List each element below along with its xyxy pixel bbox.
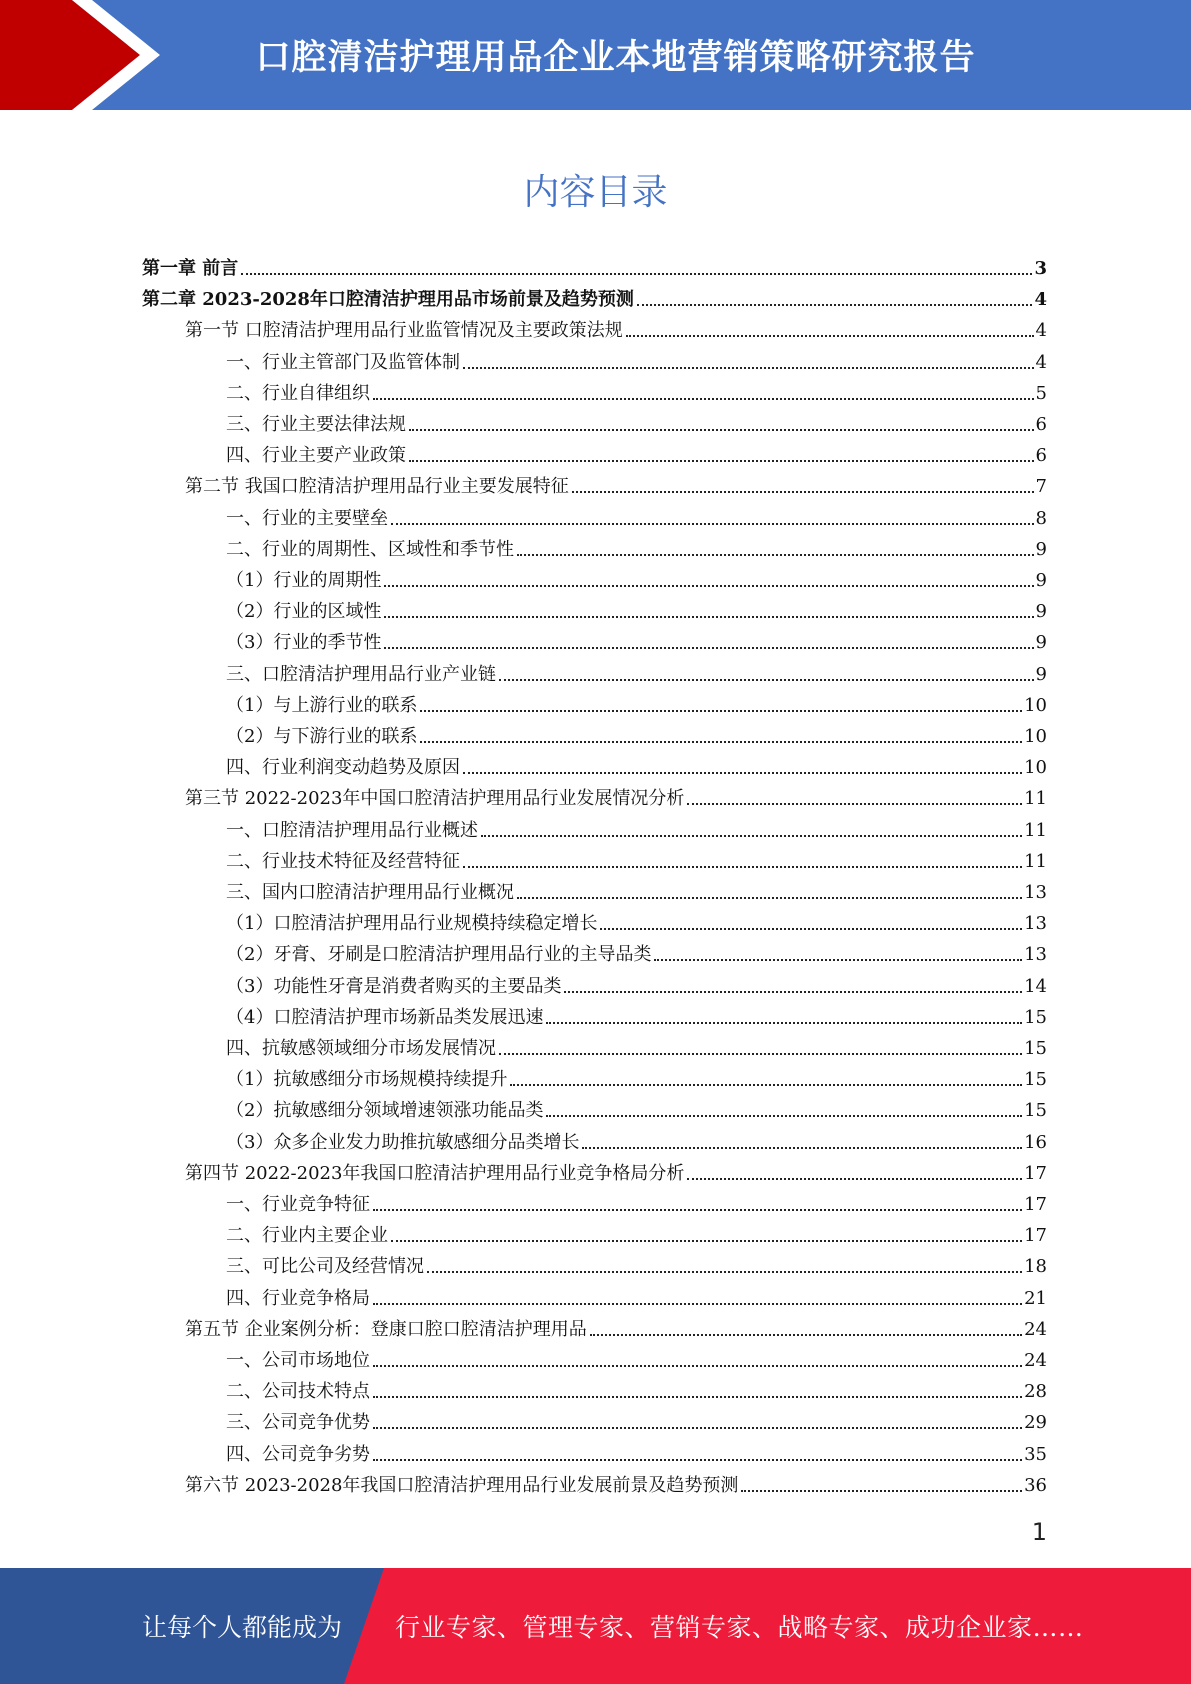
toc-entry-title: （2）牙膏、牙刷是口腔清洁护理用品行业的主导品类 <box>226 944 652 966</box>
toc-entry[interactable] <box>226 440 1047 471</box>
toc-entry-title: （2）行业的区域性 <box>226 601 382 623</box>
toc-entry-page: 17 <box>1024 1225 1047 1247</box>
toc-entry-page: 4 <box>1034 289 1047 311</box>
toc-dot-leader <box>687 803 1022 805</box>
toc-entry-page: 36 <box>1024 1474 1047 1496</box>
toc-entry-title: （3）众多企业发力助推抗敏感细分品类增长 <box>226 1131 580 1153</box>
toc-entry-page: 13 <box>1024 913 1047 935</box>
toc-dot-leader <box>517 897 1022 899</box>
toc-dot-leader <box>517 554 1034 556</box>
toc-dot-leader <box>427 1271 1022 1273</box>
toc-entry-title: （2）与下游行业的联系 <box>226 726 418 747</box>
toc-entry-title: 二、行业技术特征及经营特征 <box>226 850 460 872</box>
toc-dot-leader <box>600 928 1022 930</box>
toc-dot-leader <box>241 273 1032 275</box>
toc-entry[interactable] <box>226 939 1047 970</box>
toc-entry[interactable] <box>185 783 1047 814</box>
toc-entry[interactable] <box>226 1064 1047 1095</box>
toc-entry-page: 8 <box>1035 507 1047 529</box>
toc-entry-page: 17 <box>1024 1194 1047 1215</box>
toc-entry[interactable] <box>226 877 1047 908</box>
toc-dot-leader <box>373 1459 1022 1461</box>
toc-entry[interactable] <box>226 908 1047 939</box>
toc-entry-page: 10 <box>1024 694 1047 716</box>
toc-entry-page: 9 <box>1035 601 1047 623</box>
toc-entry[interactable] <box>185 315 1047 346</box>
toc-entry[interactable] <box>226 1189 1047 1220</box>
toc-entry-title: 四、行业主要产业政策 <box>226 445 406 467</box>
toc-dot-leader <box>409 429 1034 431</box>
toc-entry-page: 11 <box>1024 850 1047 872</box>
toc-dot-leader <box>373 1303 1022 1305</box>
toc-dot-leader <box>420 710 1022 712</box>
toc-entry-page: 9 <box>1035 632 1047 654</box>
toc-entry-title: （2）抗敏感细分领域增速领涨功能品类 <box>226 1100 544 1122</box>
toc-entry-page: 15 <box>1024 1038 1047 1059</box>
toc-entry[interactable] <box>226 721 1047 752</box>
toc-dot-leader <box>582 1147 1022 1149</box>
toc-entry[interactable] <box>142 253 1047 284</box>
toc-entry-page: 9 <box>1035 538 1047 560</box>
toc-dot-leader <box>384 585 1033 587</box>
toc-entry[interactable] <box>185 1158 1047 1189</box>
toc-entry[interactable] <box>226 1251 1047 1282</box>
toc-dot-leader <box>590 1334 1022 1336</box>
toc-entry-title: （3）功能性牙膏是消费者购买的主要品类 <box>226 975 562 997</box>
toc-entry-page: 9 <box>1035 663 1047 685</box>
toc-entry-title: 第二章 2023-2028年口腔清洁护理用品市场前景及趋势预测 <box>142 289 634 311</box>
toc-dot-leader <box>572 491 1034 493</box>
toc-entry-title: 四、行业竞争格局 <box>226 1287 370 1309</box>
toc-entry-title: 二、行业内主要企业 <box>226 1225 388 1247</box>
toc-dot-leader <box>409 460 1034 462</box>
toc-dot-leader <box>463 772 1022 774</box>
toc-entry[interactable] <box>226 1002 1047 1033</box>
toc-dot-leader <box>546 1115 1022 1117</box>
page-number: 1 <box>1031 1518 1047 1546</box>
toc-entry-page: 35 <box>1024 1443 1047 1465</box>
toc-entry-page: 13 <box>1024 882 1047 903</box>
toc-entry-title: 三、行业主要法律法规 <box>226 414 406 435</box>
toc-entry-page: 11 <box>1024 788 1047 810</box>
toc-entry-page: 13 <box>1024 944 1047 966</box>
toc-dot-leader <box>384 647 1033 649</box>
toc-entry-title: 二、公司技术特点 <box>226 1381 370 1403</box>
toc-entry-title: 二、行业的周期性、区域性和季节性 <box>226 538 514 560</box>
toc-dot-leader <box>373 1427 1022 1429</box>
toc-dot-leader <box>481 835 1022 837</box>
footer-slogan-left: 让每个人都能成为 <box>142 1613 343 1642</box>
toc-dot-leader <box>373 1209 1022 1211</box>
toc-entry[interactable] <box>226 378 1047 409</box>
toc-entry[interactable] <box>185 1314 1047 1345</box>
toc-dot-leader <box>463 367 1034 369</box>
toc-dot-leader <box>510 1084 1022 1086</box>
toc-entry-page: 15 <box>1024 1006 1047 1028</box>
toc-entry-page: 7 <box>1035 476 1047 498</box>
toc-entry[interactable] <box>226 1407 1047 1438</box>
toc-dot-leader <box>391 1240 1022 1242</box>
toc-dot-leader <box>741 1490 1022 1492</box>
toc-entry-page: 10 <box>1024 757 1047 779</box>
toc-entry-page: 17 <box>1024 1162 1047 1184</box>
toc-entry[interactable] <box>142 284 1047 315</box>
toc-entry-page: 5 <box>1035 382 1047 404</box>
toc-entry-title: 四、行业利润变动趋势及原因 <box>226 757 460 779</box>
report-title: 口腔清洁护理用品企业本地营销策略研究报告 <box>255 38 976 78</box>
toc-entry-title: （1）口腔清洁护理用品行业规模持续稳定增长 <box>226 913 598 935</box>
toc-entry[interactable] <box>226 596 1047 627</box>
toc-entry-title: 第四节 2022-2023年我国口腔清洁护理用品行业竞争格局分析 <box>185 1162 685 1184</box>
toc-dot-leader <box>373 1365 1022 1367</box>
toc-entry-page: 28 <box>1024 1381 1047 1403</box>
toc-dot-leader <box>546 1022 1022 1024</box>
footer-slogan-right: 行业专家、管理专家、营销专家、战略专家、成功企业家…… <box>395 1613 1084 1642</box>
toc-entry-page: 6 <box>1035 414 1047 435</box>
toc-dot-leader <box>499 679 1034 681</box>
toc-entry-title: 三、公司竞争优势 <box>226 1412 370 1434</box>
toc-entry-page: 11 <box>1024 819 1047 841</box>
toc-entry-page: 4 <box>1035 351 1047 373</box>
toc-dot-leader <box>463 866 1022 868</box>
toc-entry-title: 一、口腔清洁护理用品行业概述 <box>226 819 478 841</box>
toc-entry-page: 18 <box>1024 1256 1047 1278</box>
toc-entry-title: 一、公司市场地位 <box>226 1350 370 1371</box>
toc-entry-title: 三、可比公司及经营情况 <box>226 1256 424 1278</box>
toc-entry[interactable] <box>226 1095 1047 1126</box>
toc-dot-leader <box>626 335 1034 337</box>
toc-dot-leader <box>499 1053 1022 1055</box>
toc-entry[interactable] <box>226 1033 1047 1064</box>
toc-entry-title: 第五节 企业案例分析：登康口腔口腔清洁护理用品 <box>185 1318 587 1340</box>
toc-entry[interactable] <box>226 1376 1047 1407</box>
toc-entry[interactable] <box>226 1439 1047 1470</box>
toc-entry[interactable] <box>226 1220 1047 1251</box>
toc-entry-title: 一、行业的主要壁垒 <box>226 507 388 529</box>
toc-dot-leader <box>373 398 1034 400</box>
toc-entry[interactable] <box>185 471 1047 502</box>
toc-entry-page: 10 <box>1024 726 1047 747</box>
toc-entry-page: 3 <box>1034 258 1047 279</box>
toc-entry-page: 24 <box>1024 1318 1047 1340</box>
toc-entry[interactable] <box>226 690 1047 721</box>
toc-entry-page: 9 <box>1035 570 1047 591</box>
toc-entry[interactable] <box>226 1283 1047 1314</box>
toc-entry-title: （1）与上游行业的联系 <box>226 694 418 716</box>
toc-entry[interactable] <box>226 659 1047 690</box>
toc-entry-title: （1）抗敏感细分市场规模持续提升 <box>226 1069 508 1091</box>
toc-entry[interactable] <box>226 846 1047 877</box>
toc-dot-leader <box>420 741 1022 743</box>
toc-entry-title: 一、行业竞争特征 <box>226 1194 370 1215</box>
toc-entry[interactable] <box>226 1345 1047 1376</box>
toc-entry-title: 第三节 2022-2023年中国口腔清洁护理用品行业发展情况分析 <box>185 788 685 810</box>
toc-entry[interactable] <box>226 534 1047 565</box>
toc-entry-page: 16 <box>1024 1131 1047 1153</box>
toc-entry-title: 四、抗敏感领域细分市场发展情况 <box>226 1038 496 1059</box>
toc-entry-title: （3）行业的季节性 <box>226 632 382 654</box>
toc-dot-leader <box>564 991 1022 993</box>
toc-entry[interactable] <box>226 1127 1047 1158</box>
toc-entry-page: 15 <box>1024 1100 1047 1122</box>
toc-entry[interactable] <box>226 503 1047 534</box>
toc-entry-title: 四、公司竞争劣势 <box>226 1443 370 1465</box>
toc-entry-title: 三、口腔清洁护理用品行业产业链 <box>226 663 496 685</box>
toc-entry[interactable] <box>226 347 1047 378</box>
toc-entry-page: 4 <box>1035 320 1047 342</box>
toc-entry-page: 15 <box>1024 1069 1047 1091</box>
toc-entry-page: 6 <box>1035 445 1047 467</box>
toc-dot-leader <box>654 959 1022 961</box>
toc-entry[interactable] <box>226 815 1047 846</box>
toc-heading: 内容目录 <box>523 172 668 213</box>
toc-entry[interactable] <box>226 752 1047 783</box>
toc-entry[interactable] <box>226 565 1047 596</box>
toc-entry[interactable] <box>226 409 1047 440</box>
toc-entry-title: （1）行业的周期性 <box>226 570 382 591</box>
toc-dot-leader <box>384 616 1033 618</box>
toc-entry-title: 第一节 口腔清洁护理用品行业监管情况及主要政策法规 <box>185 320 623 342</box>
toc-entry-title: 第二节 我国口腔清洁护理用品行业主要发展特征 <box>185 476 569 498</box>
toc-dot-leader <box>687 1178 1022 1180</box>
toc-entry-title: 第六节 2023-2028年我国口腔清洁护理用品行业发展前景及趋势预测 <box>185 1474 739 1496</box>
toc-entry[interactable] <box>226 627 1047 658</box>
header-red-chevron <box>0 0 160 110</box>
toc-entry-page: 24 <box>1024 1350 1047 1371</box>
toc-entry-page: 21 <box>1024 1287 1047 1309</box>
toc-entry-title: 第一章 前言 <box>142 258 239 279</box>
toc-dot-leader <box>373 1396 1022 1398</box>
toc-entry-title: （4）口腔清洁护理市场新品类发展迅速 <box>226 1006 544 1028</box>
toc-entry[interactable] <box>185 1470 1047 1501</box>
toc-entry-page: 29 <box>1024 1412 1047 1434</box>
toc-dot-leader <box>637 304 1033 306</box>
toc-entry[interactable] <box>226 971 1047 1002</box>
toc-entry-title: 一、行业主管部门及监管体制 <box>226 351 460 373</box>
toc-entry-title: 二、行业自律组织 <box>226 382 370 404</box>
toc-dot-leader <box>391 523 1034 525</box>
toc-entry-title: 三、国内口腔清洁护理用品行业概况 <box>226 882 514 903</box>
toc-entry-page: 14 <box>1024 975 1047 997</box>
